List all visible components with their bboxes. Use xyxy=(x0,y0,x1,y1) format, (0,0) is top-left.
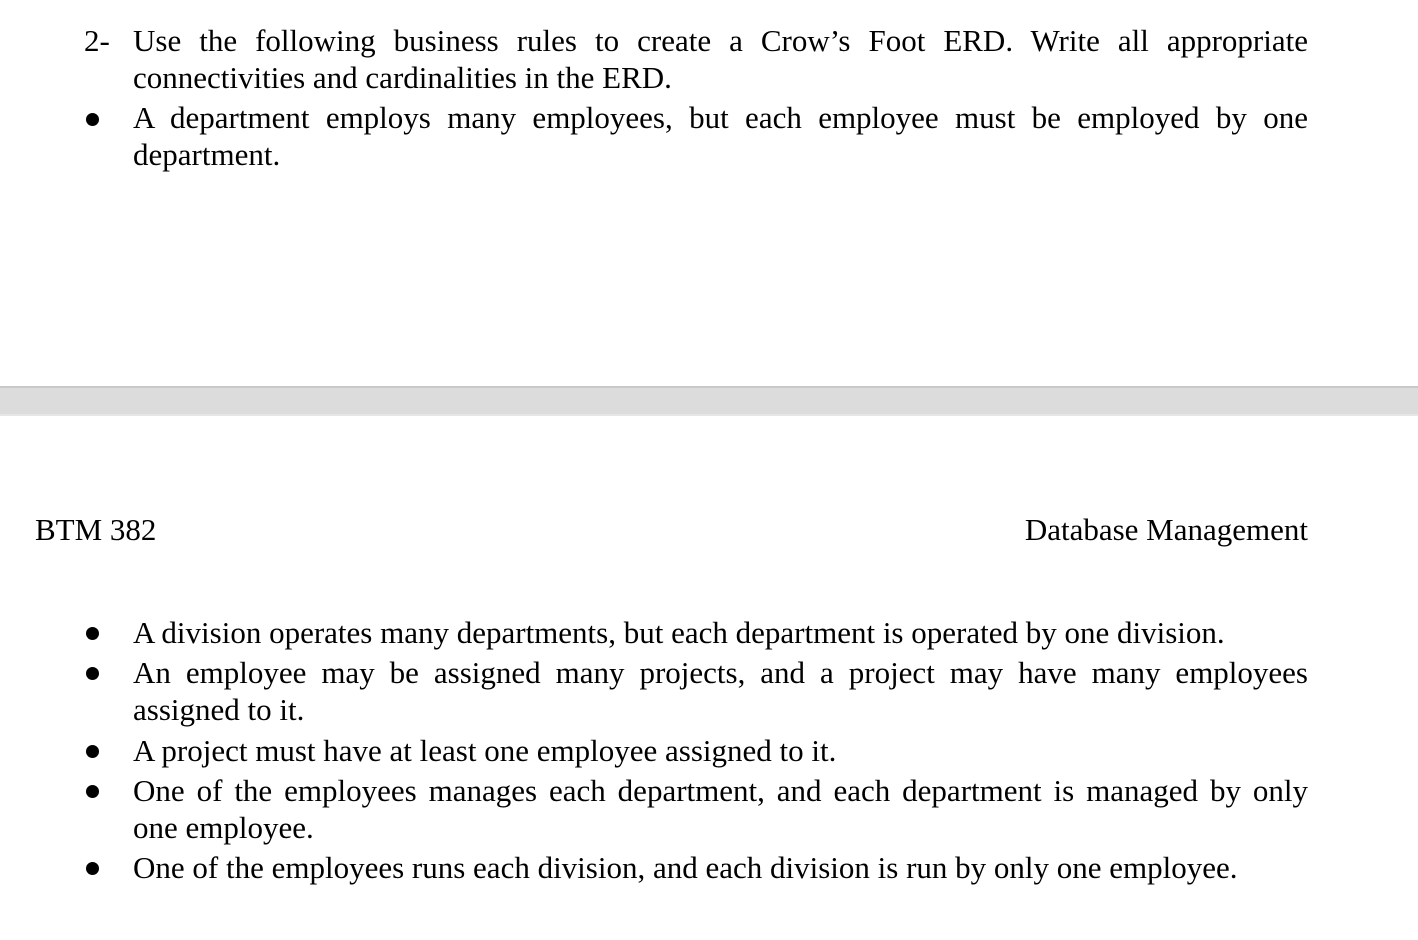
course-code: BTM 382 xyxy=(35,512,157,547)
page-bottom xyxy=(0,416,1418,940)
rule-department-line-1: A department employs many employees, but each employee must be employed by one xyxy=(133,100,1308,135)
rule-manages-line-1: One of the employees manages each department, and each department is managed by only xyxy=(133,773,1308,808)
question-line-2: connectivities and cardinalities in the ERD. xyxy=(133,60,672,95)
rule-project-assignment-line-1: An employee may be assigned many projects, and a project may have many employees xyxy=(133,655,1308,690)
bullet-icon xyxy=(86,667,99,680)
rule-project-assignment-line-2: assigned to it. xyxy=(133,692,305,727)
page-top xyxy=(0,0,1418,386)
page-separator xyxy=(0,386,1418,416)
bullet-icon xyxy=(86,113,99,126)
rule-manages-line-2: one employee. xyxy=(133,810,314,845)
bullet-icon xyxy=(86,627,99,640)
bullet-icon xyxy=(86,785,99,798)
rule-division-line-1: A division operates many departments, but each department is operated by one division. xyxy=(133,615,1225,650)
rule-project-minimum-line-1: A project must have at least one employee assigned to it. xyxy=(133,733,837,768)
rule-runs-line-1: One of the employees runs each division, and each division is run by only one employee. xyxy=(133,850,1238,885)
question-number: 2- xyxy=(84,23,110,58)
bullet-icon xyxy=(86,862,99,875)
rule-department-line-2: department. xyxy=(133,137,281,172)
question-line-1: Use the following business rules to create a Crow’s Foot ERD. Write all appropriate xyxy=(133,23,1308,58)
bullet-icon xyxy=(86,745,99,758)
course-title: Database Management xyxy=(1024,512,1308,547)
